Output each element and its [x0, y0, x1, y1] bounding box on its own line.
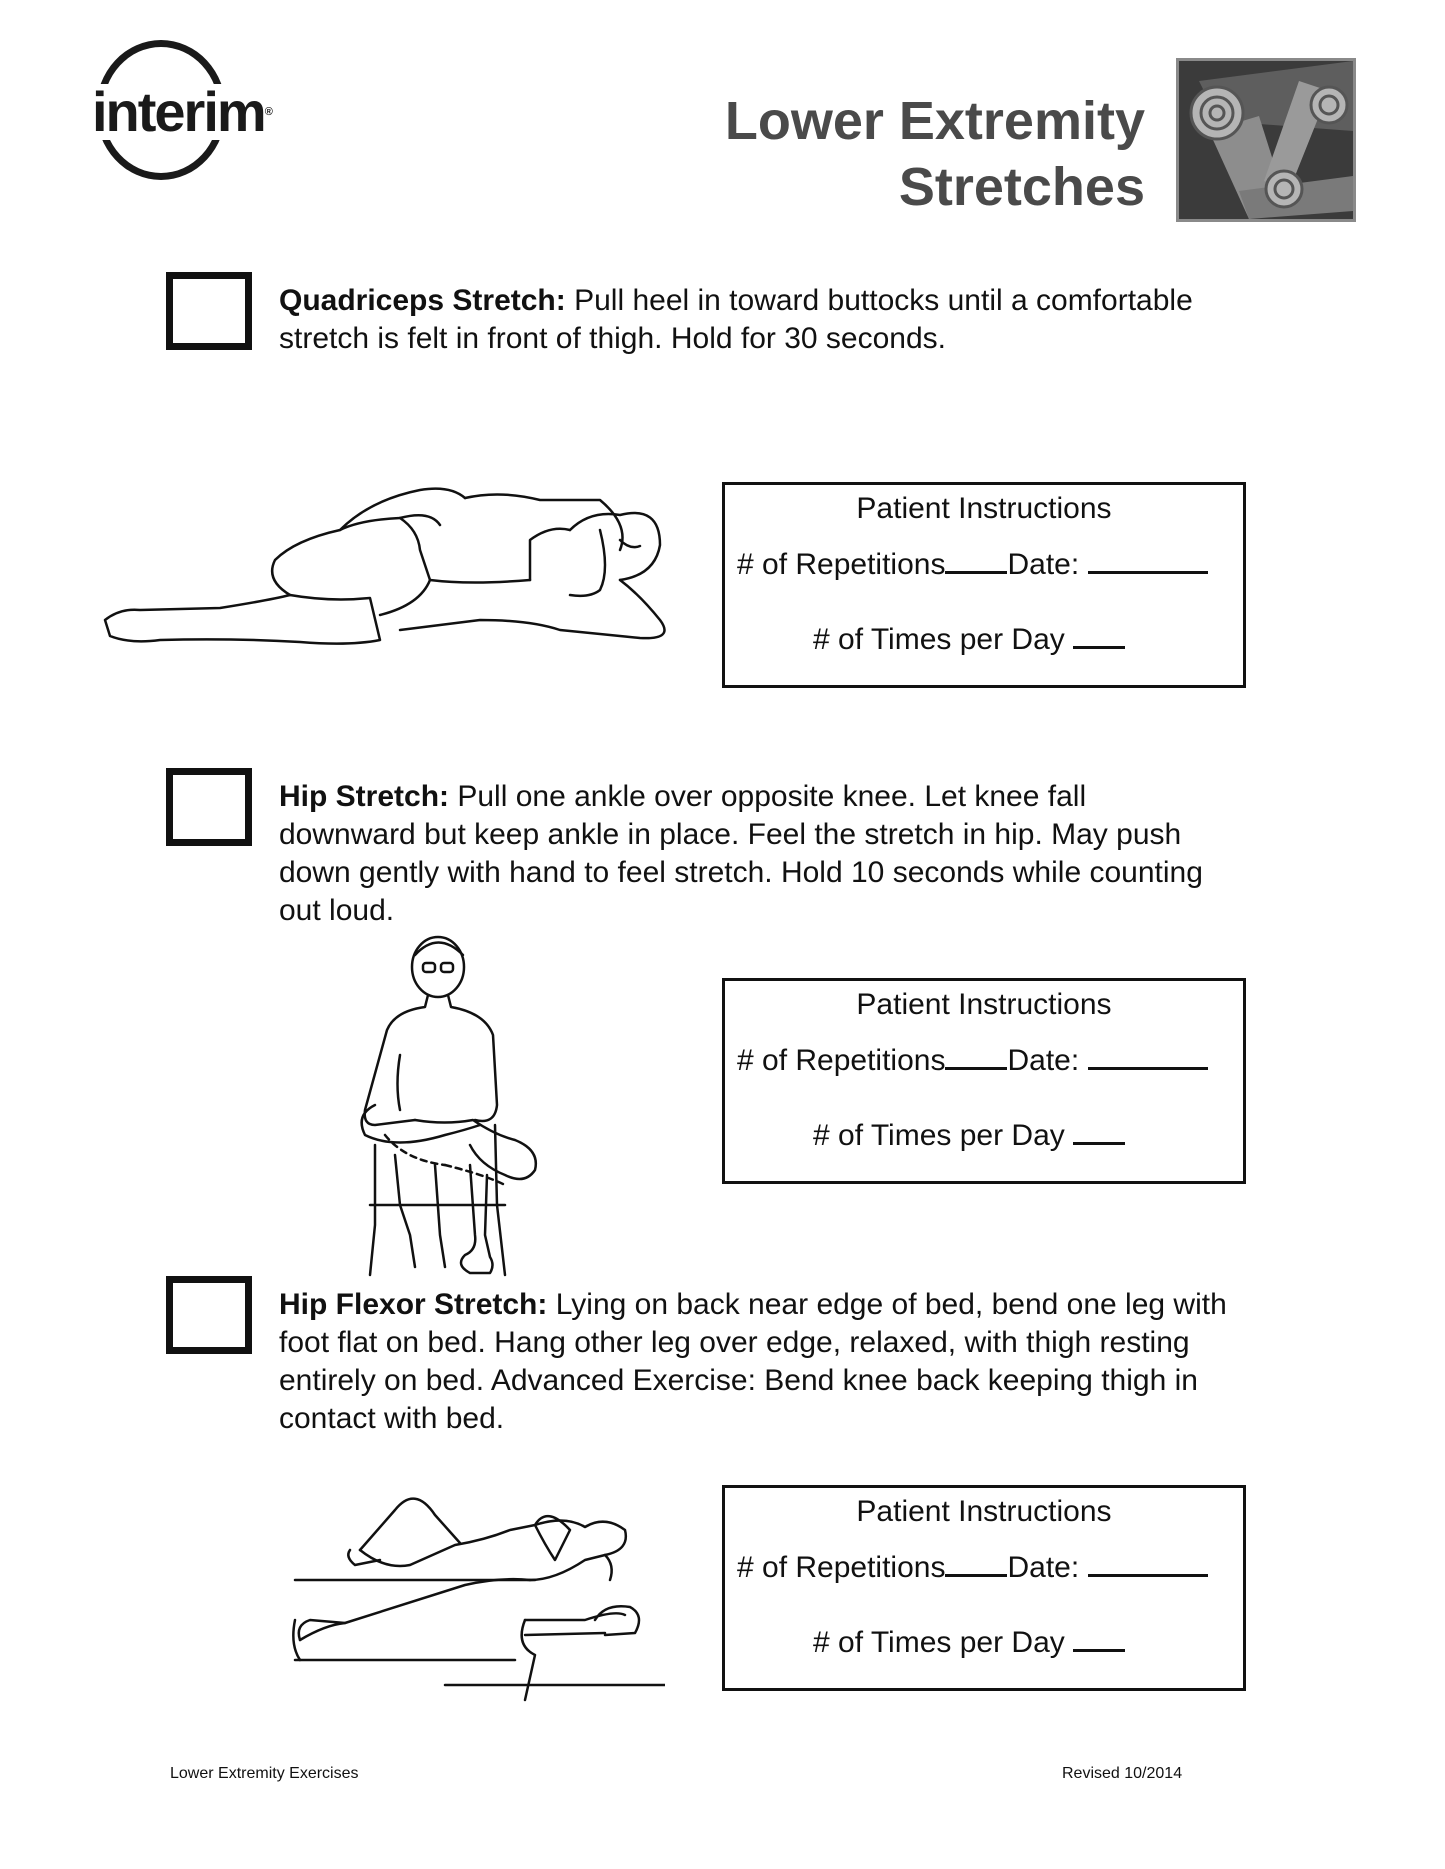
- exercise-name: Hip Stretch:: [279, 780, 450, 813]
- logo-wordmark: [92, 80, 292, 143]
- footer-revision-date: Revised 10/2014: [1062, 1765, 1183, 1782]
- footer-left-text: Lower Extremity Exercises: [170, 1765, 359, 1782]
- date-blank[interactable]: [1088, 541, 1208, 574]
- times-per-day-blank[interactable]: [1073, 616, 1125, 649]
- hip-stretch-patient-instructions-box: [722, 978, 1246, 1184]
- hip-stretch-illustration: [355, 935, 565, 1290]
- repetitions-label: # of Repetitions: [737, 1044, 946, 1077]
- repetitions-blank[interactable]: [945, 541, 1007, 574]
- date-blank[interactable]: [1088, 1037, 1208, 1070]
- exercise-name: Quadriceps Stretch:: [279, 284, 566, 317]
- exercise-text: Lying on back near edge of bed, bend one leg with foot flat on bed. Hang other leg over edge, relaxed, with thigh resting entirely on bed. Advanced Exercise: Bend knee back keeping thigh in contact with bed.: [279, 1288, 1227, 1435]
- page-title: [725, 88, 1145, 220]
- exercise-text: Pull one ankle over opposite knee. Let knee fall downward but keep ankle in place. Feel the stretch in hip. May push down gently with hand to feel stretch. Hold 10 seconds while counting out loud.: [279, 780, 1203, 927]
- hip-flexor-patient-instructions-box: [722, 1485, 1246, 1691]
- repetitions-blank[interactable]: [945, 1544, 1007, 1577]
- times-per-day-label: # of Times per Day: [813, 1626, 1065, 1659]
- quadriceps-patient-instructions-box: [722, 482, 1246, 688]
- logo-text: interim: [92, 80, 265, 143]
- repetitions-date-row: [737, 1037, 1247, 1079]
- date-label: Date:: [1007, 1551, 1080, 1584]
- times-per-day-blank[interactable]: [1073, 1112, 1125, 1145]
- date-label: Date:: [1007, 1044, 1080, 1077]
- exercise-text: Pull heel in toward buttocks until a comfortable stretch is felt in front of thigh. Hold for 30 seconds.: [279, 284, 1193, 355]
- exercise-name: Hip Flexor Stretch:: [279, 1288, 548, 1321]
- date-blank[interactable]: [1088, 1544, 1208, 1577]
- hip-flexor-stretch-description: [279, 1286, 1229, 1438]
- hip-flexor-stretch-illustration: [285, 1485, 665, 1710]
- patient-instructions-heading: Patient Instructions: [856, 1495, 1112, 1528]
- quadriceps-stretch-description: [279, 282, 1229, 358]
- logo-registered-mark: ®: [264, 106, 273, 118]
- hip-stretch-description: [279, 778, 1229, 930]
- patient-instructions-heading: Patient Instructions: [856, 988, 1112, 1021]
- times-per-day-row: [813, 616, 1213, 658]
- times-per-day-label: # of Times per Day: [813, 1119, 1065, 1152]
- times-per-day-row: [813, 1112, 1213, 1154]
- joint-gears-badge-icon: [1176, 58, 1356, 222]
- repetitions-date-row: [737, 541, 1247, 583]
- repetitions-label: # of Repetitions: [737, 1551, 946, 1584]
- quadriceps-stretch-checkbox[interactable]: [166, 272, 252, 350]
- interim-logo: [92, 40, 292, 190]
- page-title-line1: Lower Extremity: [724, 91, 1145, 151]
- repetitions-blank[interactable]: [945, 1037, 1007, 1070]
- hip-flexor-stretch-checkbox[interactable]: [166, 1276, 252, 1354]
- times-per-day-label: # of Times per Day: [813, 623, 1065, 656]
- times-per-day-row: [813, 1619, 1213, 1661]
- repetitions-label: # of Repetitions: [737, 548, 946, 581]
- quadriceps-stretch-illustration: [100, 470, 700, 655]
- times-per-day-blank[interactable]: [1073, 1619, 1125, 1652]
- hip-stretch-checkbox[interactable]: [166, 768, 252, 846]
- patient-instructions-heading: Patient Instructions: [856, 492, 1112, 525]
- page-title-line2: Stretches: [898, 157, 1145, 217]
- repetitions-date-row: [737, 1544, 1247, 1586]
- date-label: Date:: [1007, 548, 1080, 581]
